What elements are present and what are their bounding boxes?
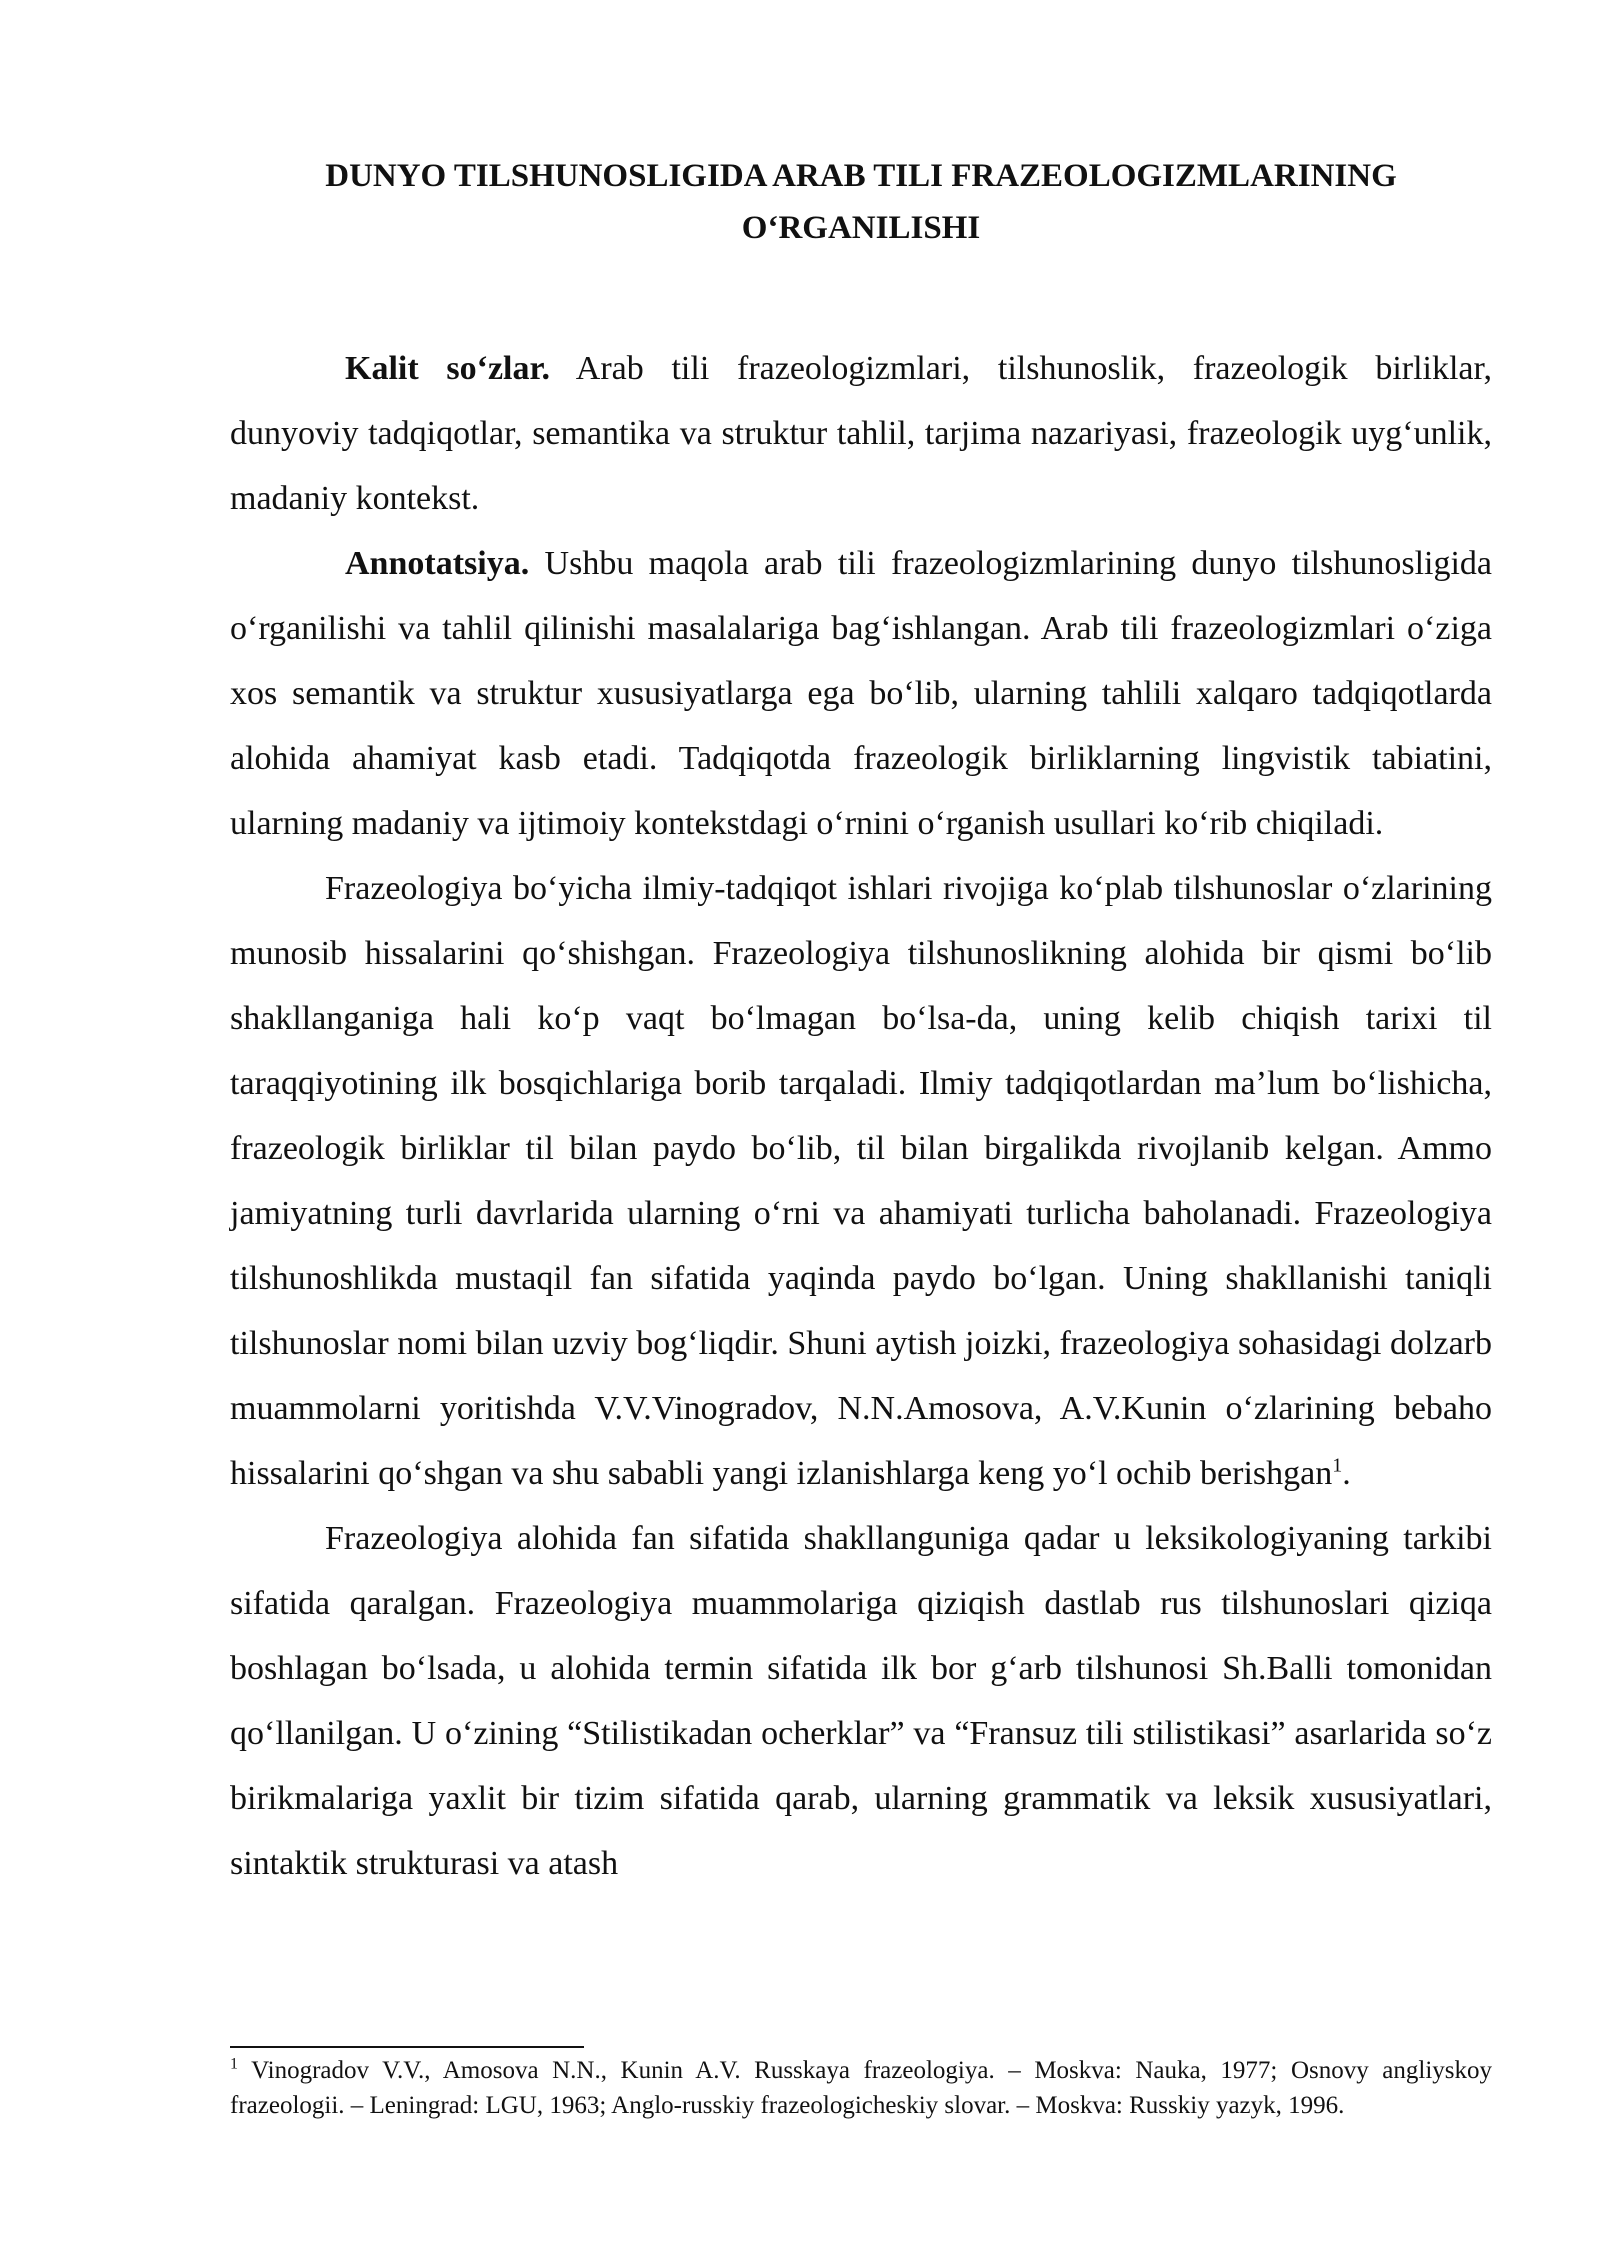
annotation-text: Ushbu maqola arab tili frazeologizmlarining dunyo tilshunosligida o‘rganilishi va tahlil qilinishi masalalariga bag‘ishlangan. Arab tili frazeologizmlari o‘ziga xos semantik va struktur xususiyatlarga ega bo‘lib, ularning tahlili xalqaro tadqiqotlarda alohida ahamiyat kasb etadi. Tadqiqotda frazeologik birliklarning lingvistik tabiatini, ularning madaniy va ijtimoiy kontekstdagi o‘rnini o‘rganish usullari ko‘rib chiqiladi. — [230, 545, 1492, 842]
paragraph-1-text: Frazeologiya bo‘yicha ilmiy-tadqiqot ishlari rivojiga ko‘plab tilshunoslar o‘zlarining munosib hissalarini qo‘shishgan. Frazeologiya tilshunoslikning alohida bir qismi bo‘lib shakllanganiga hali ko‘p vaqt bo‘lmagan bo‘lsa-da, uning kelib chiqish tarixi til taraqqiyotining ilk bosqichlariga borib tarqaladi. Ilmiy tadqiqotlardan ma’lum bo‘lishicha, frazeologik birliklar til bilan paydo bo‘lib, til bilan birgalikda rivojlanib kelgan. Ammo jamiyatning turli davrlarida ularning o‘rni va ahamiyati turlicha baholanadi. Frazeologiya tilshunoshlikda mustaqil fan sifatida yaqinda paydo bo‘lgan. Uning shakllanishi taniqli tilshunoslar nomi bilan uzviy bog‘liqdir. Shuni aytish joizki, frazeologiya sohasidagi dolzarb muammolarni yoritishda V.V.Vinogradov, N.N.Amosova, A.V.Kunin o‘zlarining bebaho hissalarini qo‘shgan va shu sababli yangi izlanishlarga keng yo‘l ochib berishgan — [230, 870, 1492, 1492]
footnote-separator — [230, 2046, 584, 2048]
title-line-2: O‘RGANILISHI — [741, 210, 981, 246]
footnote-marker: 1 — [230, 2055, 238, 2073]
article-title — [230, 150, 1492, 254]
footnote-text: Vinogradov V.V., Amosova N.N., Kunin A.V. Russkaya frazeologiya. – Moskva: Nauka, 1977; Osnovy angliyskoy frazeologii. – Leningrad: LGU, 1963; Anglo-russkiy frazeologicheskiy slovar. – Moskva: Russkiy yazyk, 1996. — [230, 2057, 1492, 2119]
keywords-label: Kalit so‘zlar. — [345, 350, 550, 387]
keywords-text: Arab tili frazeologizmlari, tilshunoslik, frazeologik birliklar, dunyoviy tadqiqotlar, semantika va struktur tahlil, tarjima nazariyasi, frazeologik uyg‘unlik, madaniy kontekst. — [230, 350, 1492, 517]
footnote-reference[interactable]: 1 — [1332, 1454, 1343, 1477]
keywords-paragraph — [230, 336, 1492, 531]
footnote — [230, 2053, 1492, 2123]
annotation-label: Annotatsiya. — [345, 545, 530, 582]
paragraph-2-text: Frazeologiya alohida fan sifatida shakllanguniga qadar u leksikologiyaning tarkibi sifatida qaralgan. Frazeologiya muammolariga qiziqish dastlab rus tilshunoslari qiziqa boshlagan bo‘lsada, u alohida termin sifatida ilk bor g‘arb tilshunosi Sh.Balli tomonidan qo‘llanilgan. U o‘zining “Stilistikadan ocherklar” va “Fransuz tili stilistikasi” asarlarida so‘z birikmalariga yaxlit bir tizim sifatida qarab, ularning grammatik va leksik xususiyatlari, sintaktik strukturasi va atash — [230, 1520, 1492, 1882]
body-paragraph-1 — [230, 856, 1492, 1506]
paragraph-1-end: . — [1342, 1455, 1351, 1492]
title-line-1: DUNYO TILSHUNOSLIGIDA ARAB TILI FRAZEOLOGIZMLARINING — [325, 158, 1397, 194]
document-page — [230, 150, 1492, 1896]
body-paragraph-2 — [230, 1506, 1492, 1896]
article-body — [230, 336, 1492, 1896]
annotation-paragraph — [230, 531, 1492, 856]
